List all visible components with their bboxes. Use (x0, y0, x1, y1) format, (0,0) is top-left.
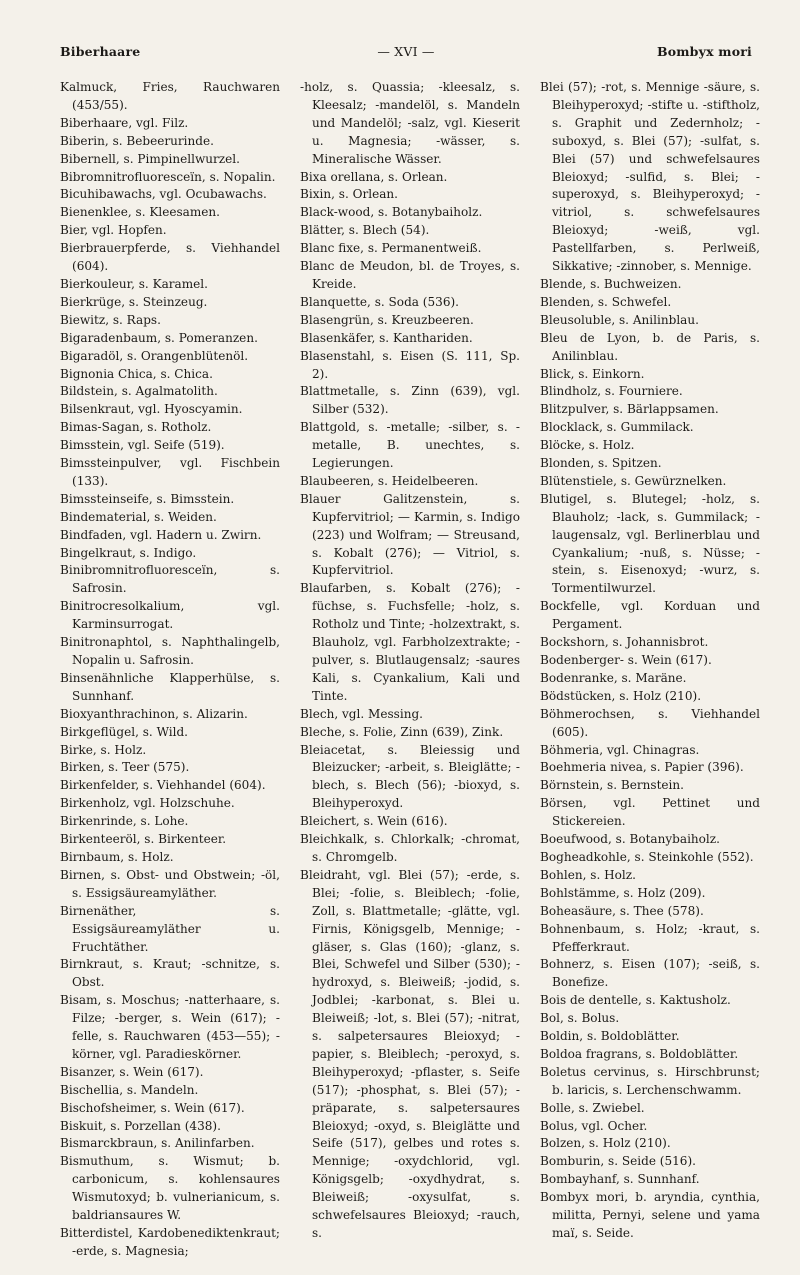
index-entry: Bierbrauerpferde, s. Viehhandel (604). (60, 241, 280, 274)
index-entry: Bischellia, s. Mandeln. (60, 1082, 199, 1097)
index-entry: Bodenberger- s. Wein (617). (540, 653, 712, 667)
index-columns (60, 79, 760, 1261)
index-entry: Bibernell, s. Pimpinellwurzel. (60, 151, 240, 166)
index-entry: Blütenstiele, s. Gewürznelken. (540, 473, 727, 488)
index-entry: Bockfelle, vgl. Korduan und Pergament. (540, 599, 760, 632)
index-entry: Bigaradöl, s. Orangenblütenöl. (60, 348, 249, 363)
index-entry: Binibromnitrofluoresceïn, s. Safrosin. (60, 563, 280, 596)
index-entry: Blende, s. Buchweizen. (540, 276, 682, 291)
index-entry: Bohlen, s. Holz. (540, 867, 636, 882)
index-entry: Bisam, s. Moschus; -natterhaare, s. Filze; -berger, s. Wein (617); -felle, s. Rauchwaren (453—55); -körner, vgl. Paradieskörner. (60, 993, 280, 1061)
index-entry: Bismarckbraun, s. Anilinfarben. (60, 1136, 255, 1151)
index-entry: Bimsstein, vgl. Seife (519). (60, 438, 225, 453)
index-entry: Boldoa fragrans, s. Boldoblätter. (540, 1046, 739, 1061)
index-entry: Bleidraht, vgl. Blei (57); -erde, s. Blei; -folie, s. Bleiblech; -folie, Zoll, s. Blattmetalle; -glätte, vgl. Firnis, Königsgelb, Mennige; -gläser, s. Glas (160); -glanz, s. Blei, Schwefel und Silber (530); -hydroxyd, s. Bleiweiß; -jodid, s. Jodblei; -karbonat, s. Blei u. Bleiweiß; -lot, s. Blei (57); -nitrat, s. salpetersaures Bleioxyd; -papier, s. Bleiblech; -peroxyd, s. Bleihyperoxyd; -pflaster, s. Seife (517); -phosphat, s. Blei (57); -präparate, s. salpetersaures Bleioxyd; -oxyd, s. Bleiglätte und Seife (517), gelbes und rotes s. Mennige; -oxydchlorid, vgl. Königsgelb; -oxydhydrat, s. Bleiweiß; -oxysulfat, s. schwefelsaures Bleioxyd; -rauch, s. (300, 867, 520, 1240)
index-entry: Blasenkäfer, s. Kanthariden. (300, 330, 473, 345)
index-entry: Boeufwood, s. Botanybaiholz. (540, 832, 720, 847)
index-entry: Bioxyanthrachinon, s. Alizarin. (60, 706, 248, 721)
index-entry: Birkenfelder, s. Viehhandel (604). (60, 778, 266, 793)
index-entry: Bimssteinpulver, vgl. Fischbein (133). (60, 456, 280, 488)
index-entry: Birnbaum, s. Holz. (60, 849, 174, 864)
header-right-keyword: Bombyx mori (656, 44, 752, 59)
index-entry: Bombayhanf, s. Sunnhanf. (540, 1172, 700, 1187)
index-entry: Bindfaden, vgl. Hadern u. Zwirn. (60, 527, 262, 542)
index-entry: Blenden, s. Schwefel. (540, 294, 672, 309)
index-entry: Blaufarben, s. Kobalt (276); -füchse, s. Fuchsfelle; -holz, s. Rotholz und Tinte; -holzextrakt, s. Blauholz, vgl. Farbholzextrakte; -pulver, s. Blutlaugensalz; -saures Kali, s. Cyankalium, Kali und Tinte. (300, 581, 520, 703)
index-entry: Bibromnitrofluoresceïn, s. Nopalin. (60, 169, 276, 184)
index-entry: Birkgeflügel, s. Wild. (60, 724, 189, 739)
index-entry: Bomburin, s. Seide (516). (540, 1154, 696, 1169)
index-entry: Birnkraut, s. Kraut; -schnitze, s. Obst. (60, 957, 280, 990)
index-entry: Börsen, vgl. Pettinet und Stickereien. (540, 796, 760, 829)
index-entry: Boheasäure, s. Thee (578). (540, 903, 704, 918)
index-entry: Bischofsheimer, s. Wein (617). (60, 1100, 245, 1115)
index-entry: Blätter, s. Blech (54). (300, 223, 430, 238)
index-entry: Boehmeria nivea, s. Papier (396). (540, 760, 744, 775)
index-entry: Binsenähnliche Klapperhülse, s. Sunnhanf. (60, 670, 280, 703)
index-entry: Boletus cervinus, s. Hirschbrunst; b. laricis, s. Lerchenschwamm. (540, 1064, 760, 1097)
index-entry: Bimssteinseife, s. Bimsstein. (60, 491, 235, 506)
index-entry: Bleichert, s. Wein (616). (300, 814, 448, 829)
index-entry: Blei (57); -rot, s. Mennige -säure, s. Bleihyperoxyd; -stifte u. -stiftholz, s. Graphit und Zedernholz; -suboxyd, s. Blei (57); -sulfat, s. Blei (57) und schwefelsaures Bleioxyd; -sulfid, s. Blei; -superoxyd, s. Bleihyperoxyd; -vitriol, s. schwefelsaures Bleioxyd; -weiß, vgl. Pastellfarben, s. Perlweiß, Sikkative; -zinnober, s. Mennige. (540, 80, 760, 274)
index-entry: Bixa orellana, s. Orlean. (300, 169, 448, 184)
index-entry: Bisanzer, s. Wein (617). (60, 1064, 204, 1079)
index-entry: Biberhaare, vgl. Filz. (60, 115, 189, 130)
column-3 (540, 79, 760, 1261)
index-entry: Blitzpulver, s. Bärlappsamen. (540, 402, 719, 417)
index-entry: Biskuit, s. Porzellan (438). (60, 1118, 221, 1133)
index-entry: Blaubeeren, s. Heidelbeeren. (300, 473, 479, 488)
index-entry: Böhmerochsen, s. Viehhandel (605). (540, 706, 760, 739)
index-entry: Böhmeria, vgl. Chinagras. (540, 742, 700, 757)
page-number: — XVI — (377, 44, 435, 59)
index-entry: Birken, s. Teer (575). (60, 760, 190, 775)
index-entry: Bockshorn, s. Johannisbrot. (540, 635, 709, 650)
index-entry: Bindematerial, s. Weiden. (60, 509, 217, 524)
index-entry: Bixin, s. Orlean. (300, 187, 398, 202)
index-entry: Bimas-Sagan, s. Rotholz. (60, 420, 212, 435)
index-entry: Bohnerz, s. Eisen (107); -seiß, s. Bonefize. (540, 957, 760, 990)
index-entry: Bignonia Chica, s. Chica. (60, 366, 213, 381)
index-entry: Blonden, s. Spitzen. (540, 456, 662, 471)
header-left-keyword: Biberhaare (60, 44, 141, 59)
index-entry: Blasengrün, s. Kreuzbeeren. (300, 312, 474, 327)
index-entry: Blick, s. Einkorn. (540, 366, 645, 381)
index-entry: Blauer Galitzenstein, s. Kupfervitriol; — Karmin, s. Indigo (223) und Wolfram; — Streusand, s. Kobalt (276); — Vitriol, s. Kupfervitriol. (300, 491, 520, 578)
index-entry: Bleichkalk, s. Chlorkalk; -chromat, s. Chromgelb. (300, 832, 520, 864)
index-entry: Birkenrinde, s. Lohe. (60, 814, 189, 829)
index-entry: Blanc de Meudon, bl. de Troyes, s. Kreide. (300, 259, 520, 291)
index-entry: Blattgold, s. -metalle; -silber, s. -metalle, B. unechtes, s. Legierungen. (300, 420, 520, 471)
page-header (60, 44, 752, 64)
column-2 (300, 79, 520, 1261)
index-entry: Biewitz, s. Raps. (60, 312, 161, 327)
index-entry: Bodenranke, s. Maräne. (540, 670, 687, 685)
index-entry: Blanquette, s. Soda (536). (300, 294, 460, 309)
index-entry: Bois de dentelle, s. Kaktusholz. (540, 993, 731, 1008)
index-entry: Blanc fixe, s. Permanentweiß. (300, 241, 482, 256)
index-entry: Blattmetalle, s. Zinn (639), vgl. Silber (532). (300, 384, 520, 417)
index-entry: Boldin, s. Boldoblätter. (540, 1029, 680, 1044)
index-entry: Bingelkraut, s. Indigo. (60, 545, 197, 560)
index-entry: Blech, vgl. Messing. (300, 706, 424, 721)
index-entry: Blutigel, s. Blutegel; -holz, s. Blauholz; -lack, s. Gummilack; -laugensalz, vgl. Berlinerblau und Cyankalium; -nuß, s. Nüsse; -stein, s. Eisenoxyd; -wurz, s. Tormentilwurzel. (540, 491, 760, 596)
index-entry: Blasenstahl, s. Eisen (S. 111, Sp. 2). (300, 348, 520, 381)
index-entry: Bolzen, s. Holz (210). (540, 1136, 671, 1151)
index-entry: Bilsenkraut, vgl. Hyoscyamin. (60, 402, 243, 417)
index-entry: Bol, s. Bolus. (540, 1011, 620, 1026)
index-entry: Bödstücken, s. Holz (210). (540, 688, 702, 703)
index-entry: Bleusoluble, s. Anilinblau. (540, 312, 699, 327)
index-entry: Bienenklee, s. Kleesamen. (60, 205, 221, 220)
index-entry: Bombyx mori, b. aryndia, cynthia, militta, Pernyi, selene und yama maï, s. Seide. (540, 1190, 760, 1240)
index-entry: Bismuthum, s. Wismut; b. carbonicum, s. kohlensaures Wismutoxyd; b. vulnerianicum, s. baldriansaures W. (60, 1154, 280, 1223)
index-entry: Bolus, vgl. Ocher. (540, 1118, 648, 1133)
index-entry: Bicuhibawachs, vgl. Ocubawachs. (60, 187, 267, 202)
column-1 (60, 79, 280, 1261)
index-entry: Bohlstämme, s. Holz (209). (540, 885, 706, 900)
index-entry: Birnenäther, s. Essigsäureamyläther u. Fruchtäther. (60, 903, 280, 954)
index-entry: Blocklack, s. Gummilack. (540, 420, 694, 435)
index-entry: -holz, s. Quassia; -kleesalz, s. Kleesalz; -mandelöl, s. Mandeln und Mandelöl; -salz, vgl. Kieserit u. Magnesia; -wässer, s. Mineralische Wässer. (300, 80, 520, 166)
index-entry: Bigaradenbaum, s. Pomeranzen. (60, 330, 258, 345)
index-entry: Bleche, s. Folie, Zinn (639), Zink. (300, 724, 504, 739)
index-entry: Bierkrüge, s. Steinzeug. (60, 294, 208, 309)
index-entry: Bierkouleur, s. Karamel. (60, 276, 208, 291)
index-entry: Black-wood, s. Botanybaiholz. (300, 205, 483, 220)
index-entry: Bolle, s. Zwiebel. (540, 1100, 645, 1115)
index-entry: Bier, vgl. Hopfen. (60, 223, 167, 238)
index-entry: Börnstein, s. Bernstein. (540, 778, 684, 793)
index-entry: Kalmuck, Fries, Rauchwaren (453/55). (60, 80, 280, 112)
index-entry: Bildstein, s. Agalmatolith. (60, 384, 218, 399)
index-entry: Birkenholz, vgl. Holzschuhe. (60, 796, 235, 811)
index-entry: Bleu de Lyon, b. de Paris, s. Anilinblau. (540, 330, 760, 363)
index-entry: Blöcke, s. Holz. (540, 438, 635, 453)
index-entry: Birkenteeröl, s. Birkenteer. (60, 832, 227, 847)
index-entry: Bogheadkohle, s. Steinkohle (552). (540, 849, 754, 864)
index-entry: Binitronaphtol, s. Naphthalingelb, Nopalin u. Safrosin. (60, 635, 280, 667)
index-entry: Birnen, s. Obst- und Obstwein; -öl, s. Essigsäureamyläther. (60, 867, 280, 900)
index-entry: Binitrocresolkalium, vgl. Karminsurrogat. (60, 599, 280, 632)
index-entry: Blindholz, s. Fourniere. (540, 384, 683, 399)
index-entry: Birke, s. Holz. (60, 742, 147, 757)
index-entry: Bitterdistel, Kardobenediktenkraut; -erde, s. Magnesia; (60, 1226, 280, 1258)
index-entry: Bohnenbaum, s. Holz; -kraut, s. Pfefferkraut. (540, 921, 760, 954)
index-entry: Biberin, s. Bebeerurinde. (60, 133, 214, 148)
index-entry: Bleiacetat, s. Bleiessig und Bleizucker; -arbeit, s. Bleiglätte; -blech, s. Blech (56); -bioxyd, s. Bleihyperoxyd. (300, 742, 520, 811)
